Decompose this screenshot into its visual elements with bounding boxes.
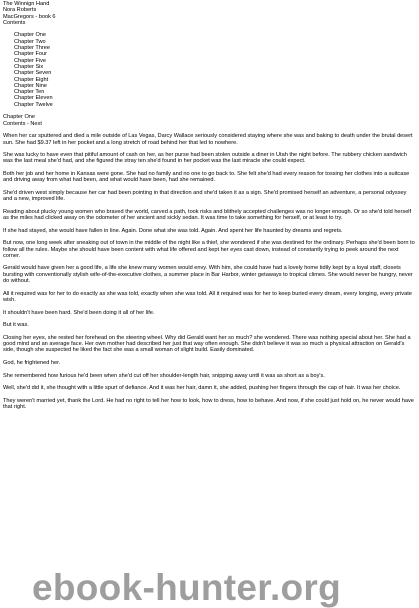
paragraph: But now, one long week after sneaking out of town in the middle of the night like a thief, she wondered if she was destined for the ordinary. Perhaps she'd been born to follow all the rules. Maybe she should have been content with what life offered and kept her eyes cast down, instead of constantly trying to peek around the next corner. — [3, 240, 415, 259]
paragraph: When her car sputtered and died a mile outside of Las Vegas, Darcy Wallace seriously considered staying where she was and baking to death under the brutal desert sun. She had $9.37 left in her pocket and a long stretch of road behind her that led to nowhere. — [3, 133, 413, 146]
toc-item — [14, 102, 415, 108]
toc-link-chapter-eight[interactable]: Chapter Eight — [14, 76, 49, 83]
toc-link-chapter-seven[interactable]: Chapter Seven — [14, 70, 52, 77]
paragraph: They weren't married yet, thank the Lord. He had no right to tell her how to look, how to dress, how to behave. And now, if she could just hold on, he never would have that right. — [3, 397, 414, 410]
table-of-contents — [14, 32, 415, 108]
book-author: Nora Roberts — [3, 7, 37, 14]
paragraph: It shouldn't have been hard. She'd been doing it all of her life. — [3, 309, 155, 316]
paragraph: But it was. — [3, 322, 29, 329]
toc-link-chapter-four[interactable]: Chapter Four — [14, 51, 47, 58]
paragraph: She'd driven west simply because her car had been pointing in that direction and she'd taken it as a sign. She'd promised herself an adventure, a personal odyssey and a new, improved life. — [3, 189, 407, 203]
paragraph: Gerald would have given her a good life, a life she knew many women would envy. With him, she could have had a lovely home tidily kept by a loyal staff, closets bursting with conventionally stylish wife-of-the-executive clothes, a summer place in Bar Harbor, winter getaways to tropical climes. She would never be hungry, never do without. — [3, 265, 413, 285]
paragraph: Reading about plucky young women who braved the world, carved a path, took risks and blithely accepted challenges was no longer enough. Or so she'd told herself as the miles had clicked away on the odometer of her ancient and sickly sedan. It was time to take something for herself, or at least to try. — [3, 208, 412, 222]
nav-separator: - — [25, 120, 31, 127]
paragraph: God, he frightened her. — [3, 359, 61, 366]
paragraph: All it required was for her to do exactly as she was told, exactly when she was told. All it required was for her to keep buried every dream, every longing, every private wish. — [3, 290, 412, 303]
toc-link-chapter-two[interactable]: Chapter Two — [14, 38, 46, 45]
toc-link-chapter-three[interactable]: Chapter Three — [14, 45, 50, 52]
book-series: MacGregors - book 6 — [3, 13, 56, 20]
chapter-heading: Chapter One — [3, 114, 36, 121]
paragraph: If she had stayed, she would have fallen in line. Again. Done what she was told. Again. And spent her life haunted by dreams and regrets. — [3, 227, 343, 234]
paragraph: Well, she'd did it, she thought with a little spurt of defiance. And it was her hair, damn it, she added, pushing her fingers through the cap of hair. It was her choice. — [3, 385, 401, 392]
paragraph: She remembered how furious he'd been when she'd cut off her shoulder-length hair, snipping away until it was as short as a boy's. — [3, 372, 325, 379]
book-title: The Winnign Hand — [3, 1, 50, 7]
paragraph: Both her job and her home in Kansas were gone. She had no family and no one to go back to. She felt she'd had every reason for tossing her clothes into a suitcase and driving away from what had been, and what would have been, had she remained. — [3, 171, 410, 184]
paragraph: She was lucky to have even that pitiful amount of cash on her, as her purse had been stolen outside a diner in Utah the night before. The rubbery chicken sandwich was the last meal she'd had, and she figured the stray ten she'd found in her pocket was the last miracle she could expect. — [3, 152, 407, 165]
toc-link-chapter-eleven[interactable]: Chapter Eleven — [14, 95, 53, 102]
toc-link-chapter-six[interactable]: Chapter Six — [14, 63, 44, 70]
toc-link-chapter-nine[interactable]: Chapter Nine — [14, 82, 47, 89]
contents-label: Contents — [3, 19, 26, 26]
contents-link[interactable]: Contents — [3, 120, 26, 127]
watermark: ebook-hunter.org — [32, 567, 342, 608]
toc-link-chapter-one[interactable]: Chapter One — [14, 32, 47, 39]
toc-link-chapter-twelve[interactable]: Chapter Twelve — [14, 101, 53, 108]
chapter-nav — [3, 121, 415, 127]
next-link[interactable]: Next — [30, 120, 42, 127]
toc-link-chapter-ten[interactable]: Chapter Ten — [14, 89, 45, 96]
document-page — [3, 1, 415, 417]
paragraph: Closing her eyes, she rested her forehead on the steering wheel. Why did Gerald want her so much? she wondered. There was nothing special about her. She had a good mind and an average face. Her own mother had described her just that way often enough. She didn't believe it was so much a physical attraction on Gerald's side, though she suspected he liked the fact she was a small woman of slight build. Easily dominated. — [3, 334, 411, 354]
toc-link-chapter-five[interactable]: Chapter Five — [14, 57, 47, 64]
